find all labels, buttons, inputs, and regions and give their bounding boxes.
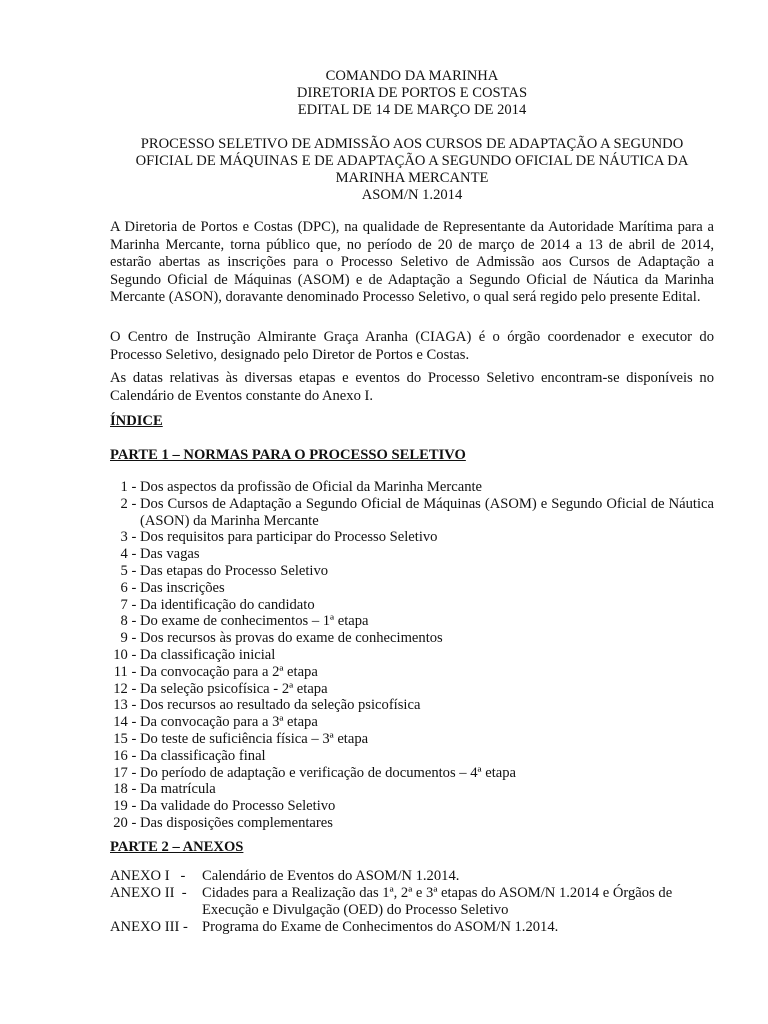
toc-item [110,765,714,782]
title-line-4: ASOM/N 1.2014 [361,187,463,203]
toc-item-text: Dos aspectos da profissão de Oficial da Marinha Mercante [140,479,483,495]
toc-item-text: Da validade do Processo Seletivo [140,798,336,815]
toc-item-text: Da classificação inicial [140,646,276,663]
toc-item [110,697,714,714]
toc-item [110,664,714,681]
paragraph-text: As datas relativas às diversas etapas e eventos do Processo Seletivo encontram-se disponíveis no Calendário de Eventos constante do Anexo I. [110,370,714,404]
anexo-label: ANEXO II - [110,885,194,901]
toc-item-number: 5 - [116,562,140,579]
toc-item-text: Da matrícula [140,781,216,798]
anexo-label: ANEXO III - [110,919,192,935]
toc-item-text: Da convocação para a 3ª etapa [140,714,318,731]
indice-heading: ÍNDICE [110,413,163,429]
toc-item-number: 19 - [113,798,140,815]
header-line-3: EDITAL DE 14 DE MARÇO DE 2014 [297,102,527,118]
anexos-list [110,868,714,936]
paragraph-text: O Centro de Instrução Almirante Graça Aranha (CIAGA) é o órgão coordenador e executor do Processo Seletivo, designado pelo Diretor de Portos e Costas. [110,329,714,363]
toc-item-number: 15 - [113,730,140,747]
toc-item-number: 13 - [113,697,140,714]
toc-item [110,479,714,496]
parte1-heading: PARTE 1 – NORMAS PARA O PROCESSO SELETIVO [110,447,466,463]
toc-item-text: Dos recursos às provas do exame de conhecimentos [140,630,443,647]
toc-item-text: Dos recursos ao resultado da seleção psicofísica [140,697,421,714]
toc-item-text: Das disposições complementares [140,814,333,831]
header-line-1: COMANDO DA MARINHA [325,68,499,84]
title-line-2: OFICIAL DE MÁQUINAS E DE ADAPTAÇÃO A SEGUNDO OFICIAL DE NÁUTICA DA [135,153,689,169]
parte2-heading: PARTE 2 – ANEXOS [110,839,244,855]
toc-item [110,815,714,832]
toc-item-text: Dos Cursos de Adaptação a Segundo Oficial de Máquinas (ASOM) e Segundo Oficial de Náutica (ASON) da Marinha Mercante [140,495,714,529]
toc-item-number: 8 - [116,613,140,630]
toc-item-number: 9 - [116,630,140,647]
toc-item-number: 16 - [113,747,140,764]
intro-paragraph [110,219,714,307]
document-title [110,136,714,204]
anexo-item [110,919,714,936]
toc-item-number: 1 - [116,479,140,495]
toc-item [110,681,714,698]
anexo-item [110,885,714,919]
toc-item [110,546,714,563]
header-line-2: DIRETORIA DE PORTOS E COSTAS [296,85,528,101]
toc-item-text: Do exame de conhecimentos – 1ª etapa [140,613,369,630]
toc-item-text: Das vagas [140,546,200,563]
title-line-3: MARINHA MERCANTE [335,170,489,186]
toc-item [110,630,714,647]
toc-item-text: Da convocação para a 2ª etapa [140,663,318,680]
anexo-label: ANEXO I - [110,868,193,884]
toc-item [110,496,714,530]
toc-item-number: 20 - [113,814,140,831]
toc-item-number: 17 - [113,764,140,781]
toc-item [110,748,714,765]
table-of-contents [110,479,714,832]
toc-item [110,529,714,546]
toc-item-text: Do teste de suficiência física – 3ª etapa [140,730,369,747]
toc-item [110,563,714,580]
toc-item-text: Da seleção psicofísica - 2ª etapa [140,680,328,697]
paragraph-text: A Diretoria de Portos e Costas (DPC), na qualidade de Representante da Autoridade Marítima para a Marinha Mercante, torna público que, no período de 20 de março de 2014 a 13 de abril de 2014, estarão abertas as inscrições para o Processo Seletivo de Admissão aos Cursos de Adaptação a Segundo Oficial de Máquinas (ASOM) e de Adaptação a Segundo Oficial de Náutica da Marinha Mercante (ASON), doravante denominado Processo Seletivo, o qual será regido pelo presente Edital. [110,219,714,305]
toc-item [110,781,714,798]
anexo-item [110,868,714,885]
toc-item-text: Dos requisitos para participar do Processo Seletivo [140,529,438,546]
toc-item-number: 18 - [113,781,140,798]
toc-item [110,798,714,815]
toc-item-number: 2 - [116,495,140,512]
toc-item-number: 12 - [113,680,140,697]
toc-item-text: Das inscrições [140,579,225,596]
toc-item-number: 14 - [113,714,140,731]
dates-paragraph [110,370,714,405]
document-header [110,68,714,119]
toc-item-text: Das etapas do Processo Seletivo [140,562,329,579]
toc-item-number: 7 - [116,596,140,613]
ciaga-paragraph [110,329,714,364]
toc-item-number: 4 - [116,546,140,563]
toc-item-number: 6 - [116,579,140,596]
toc-item [110,597,714,614]
toc-item-text: Do período de adaptação e verificação de documentos – 4ª etapa [140,764,516,781]
toc-item [110,580,714,597]
toc-item-number: 11 - [113,663,140,680]
toc-item [110,647,714,664]
toc-item [110,714,714,731]
toc-item [110,613,714,630]
title-line-1: PROCESSO SELETIVO DE ADMISSÃO AOS CURSOS DE ADAPTAÇÃO A SEGUNDO [140,136,684,152]
toc-item [110,731,714,748]
anexo-text: Cidades para a Realização das 1ª, 2ª e 3ª etapas do ASOM/N 1.2014 e Órgãos de Execução e Divulgação (OED) do Processo Seletivo [202,885,673,918]
toc-item-text: Da classificação final [140,747,266,764]
toc-item-number: 3 - [116,529,140,546]
anexo-text: Calendário de Eventos do ASOM/N 1.2014. [202,868,460,884]
toc-item-text: Da identificação do candidato [140,596,315,613]
toc-item-number: 10 - [113,646,140,663]
anexo-text: Programa do Exame de Conhecimentos do ASOM/N 1.2014. [202,919,559,935]
